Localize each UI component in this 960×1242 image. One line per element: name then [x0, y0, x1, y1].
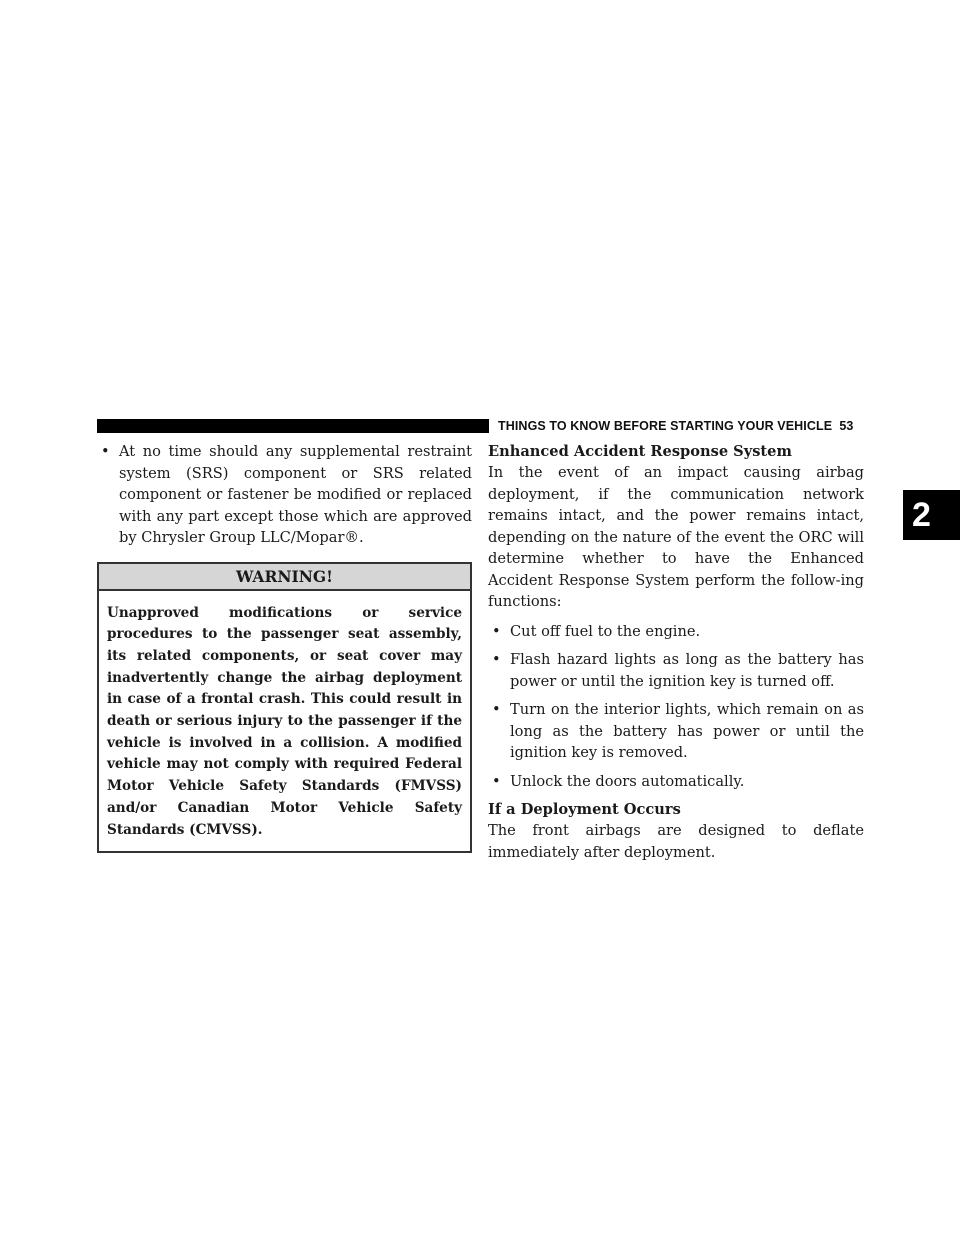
list-item-text: Turn on the interior lights, which remain on as long as the battery has power or until the ignition key is removed. [510, 701, 864, 761]
section-heading-deployment: If a Deployment Occurs [488, 801, 681, 818]
list-item-text: At no time should any supplemental restraint system (SRS) component or SRS related component or fastener be modified or replaced with any part except those which are approved by Chrysler Group LLC/Mopar®. [119, 443, 472, 546]
list-item-text: Cut off fuel to the engine. [510, 622, 701, 640]
list-item [97, 441, 472, 549]
warning-box [97, 562, 472, 854]
section-heading-enhanced-accident-response: Enhanced Accident Response System [488, 443, 792, 460]
list-item [488, 649, 864, 692]
warning-title: WARNING! [99, 564, 470, 591]
right-column [488, 441, 864, 871]
list-item [488, 771, 864, 793]
chapter-tab: 2 [903, 490, 960, 540]
warning-text: Unapproved modifications or service procedures to the passenger seat assembly, its related components, or seat cover may inadvertently change the airbag deployment in case of a frontal crash. This could result in death or serious injury to the passenger if the vehicle is involved in a collision. A modified vehicle may not comply with required Federal Motor Vehicle Safety Standards (FMVSS) and/or Canadian Motor Vehicle Safety Standards (CMVSS). [107, 604, 462, 838]
bullet-icon: • [492, 651, 501, 668]
bullet-icon: • [492, 772, 501, 790]
section-deployment-paragraph: The front airbags are designed to deflate immediately after deployment. [488, 822, 864, 861]
page-number: 53 [839, 419, 854, 433]
bullet-icon: • [492, 622, 501, 640]
list-item [488, 699, 864, 764]
list-item-text: Flash hazard lights as long as the battery has power or until the ignition key is turned off. [510, 651, 864, 690]
running-header [498, 418, 853, 434]
list-item-text: Unlock the doors automatically. [510, 772, 745, 790]
header-title: THINGS TO KNOW BEFORE STARTING YOUR VEHICLE [498, 419, 833, 433]
list-item [488, 621, 864, 643]
bullet-icon: • [492, 701, 501, 718]
left-column [97, 441, 472, 853]
header-rule [97, 419, 489, 433]
bullet-icon: • [101, 443, 110, 460]
section-intro-paragraph: In the event of an impact causing airbag deployment, if the communication network remains intact, and the power remains intact, depending on the nature of the event the ORC will determine whether to have the Enhanced Accident Response System perform the follow-ing functions: [488, 464, 864, 610]
